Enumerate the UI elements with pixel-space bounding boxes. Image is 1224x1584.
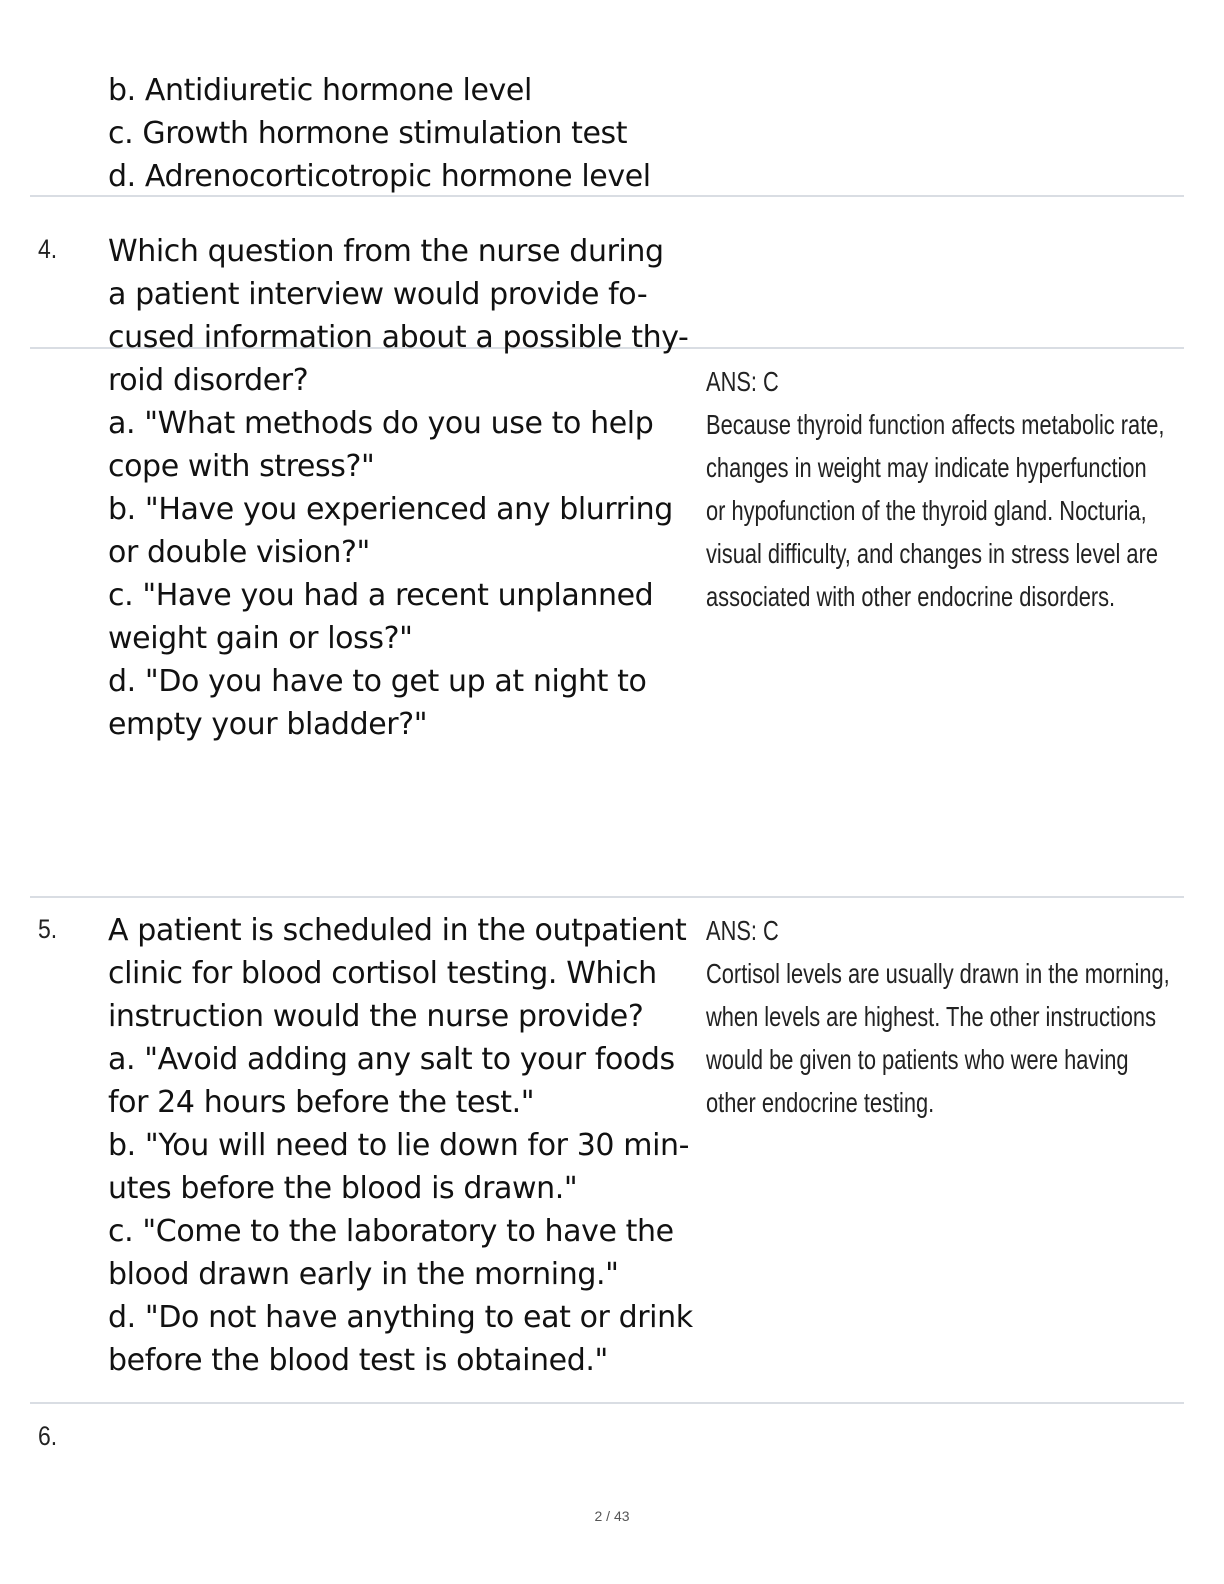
answer-key: ANS: C bbox=[706, 915, 779, 946]
option-c-cont: weight gain or loss?" bbox=[108, 621, 413, 656]
question-line: roid disorder? bbox=[108, 363, 309, 398]
option-b-cont: utes before the blood is drawn." bbox=[108, 1171, 578, 1206]
option-d: d. "Do you have to get up at night to bbox=[108, 664, 647, 699]
question-number: 4. bbox=[38, 234, 58, 264]
question-4-text bbox=[108, 230, 698, 746]
answer-5 bbox=[706, 909, 1224, 1124]
question-number: 5. bbox=[38, 914, 58, 944]
option-c: c. "Have you had a recent unplanned bbox=[108, 578, 654, 613]
option-d-cont: before the blood test is obtained." bbox=[108, 1343, 608, 1378]
divider bbox=[30, 195, 1184, 197]
option-b: b. "You will need to lie down for 30 min- bbox=[108, 1128, 690, 1163]
option-d: d. "Do not have anything to eat or drink bbox=[108, 1300, 693, 1335]
question-number: 6. bbox=[38, 1421, 58, 1451]
rationale-line: would be given to patients who were having bbox=[706, 1044, 1129, 1075]
option-b: b. Antidiuretic hormone level bbox=[108, 73, 532, 108]
option-c: c. Growth hormone stimulation test bbox=[108, 116, 628, 151]
question-line: a patient interview would provide fo- bbox=[108, 277, 648, 312]
option-c-cont: blood drawn early in the morning." bbox=[108, 1257, 619, 1292]
rationale-line: when levels are highest. The other instructions bbox=[706, 1001, 1156, 1032]
question-line: clinic for blood cortisol testing. Which bbox=[108, 956, 657, 991]
question-5-text bbox=[108, 909, 698, 1382]
question-line: instruction would the nurse provide? bbox=[108, 999, 644, 1034]
answer-key: ANS: C bbox=[706, 366, 779, 397]
option-b: b. "Have you experienced any blurring bbox=[108, 492, 673, 527]
answer-4 bbox=[706, 360, 1224, 618]
option-a: a. "What methods do you use to help bbox=[108, 406, 654, 441]
option-c: c. "Come to the laboratory to have the bbox=[108, 1214, 674, 1249]
rationale-line: visual difficulty, and changes in stress level are bbox=[706, 538, 1158, 569]
option-a-cont: cope with stress?" bbox=[108, 449, 375, 484]
rationale-line: other endocrine testing. bbox=[706, 1087, 935, 1118]
option-a: a. "Avoid adding any salt to your foods bbox=[108, 1042, 675, 1077]
question-line: cused information about a possible thy- bbox=[108, 320, 689, 355]
divider bbox=[30, 1402, 1184, 1404]
rationale-line: Cortisol levels are usually drawn in the morning, bbox=[706, 958, 1170, 989]
question-line: Which question from the nurse during bbox=[108, 234, 664, 269]
option-b-cont: or double vision?" bbox=[108, 535, 370, 570]
rationale-line: or hypofunction of the thyroid gland. Nocturia, bbox=[706, 495, 1147, 526]
divider bbox=[30, 896, 1184, 898]
question-line: A patient is scheduled in the outpatient bbox=[108, 913, 687, 948]
page-number: 2 / 43 bbox=[594, 1508, 630, 1524]
rationale-line: changes in weight may indicate hyperfunction bbox=[706, 452, 1147, 483]
previous-question-options bbox=[108, 69, 698, 198]
option-d-cont: empty your bladder?" bbox=[108, 707, 428, 742]
rationale-line: associated with other endocrine disorders. bbox=[706, 581, 1116, 612]
option-d: d. Adrenocorticotropic hormone level bbox=[108, 159, 651, 194]
option-a-cont: for 24 hours before the test." bbox=[108, 1085, 535, 1120]
rationale-line: Because thyroid function affects metabolic rate, bbox=[706, 409, 1165, 440]
